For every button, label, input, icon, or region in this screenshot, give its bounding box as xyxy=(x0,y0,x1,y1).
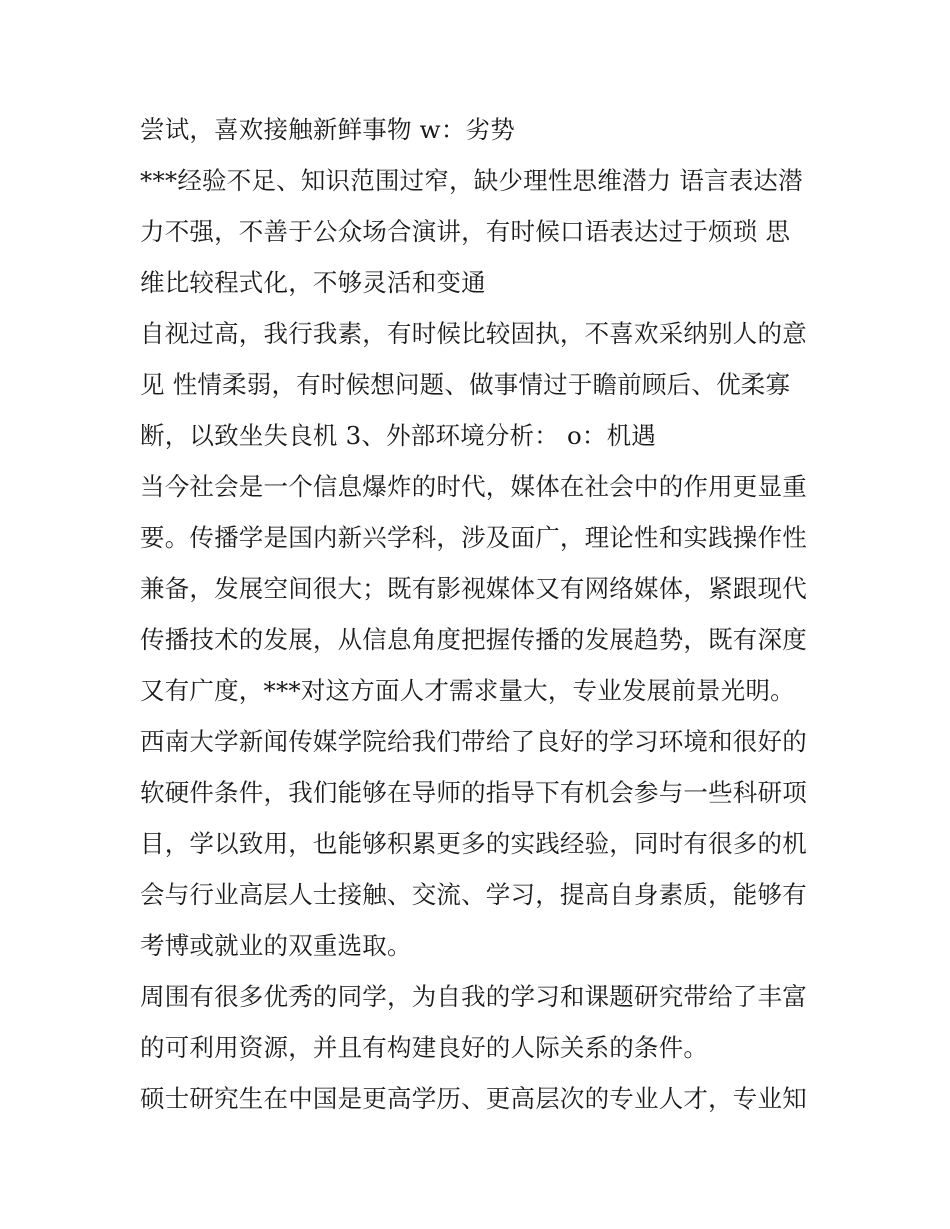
document-body xyxy=(140,104,820,1124)
text-line: 维比较程式化，不够灵活和变通 xyxy=(140,268,486,297)
text-line: 又有广度，***对这方面人才需求量大，专业发展前景光明。 xyxy=(140,676,795,705)
text-line: 力不强，不善于公众场合演讲，有时候口语表达过于烦琐 思 xyxy=(140,217,791,246)
paragraph-master-degree xyxy=(140,1073,820,1124)
text-line: 硕士研究生在中国是更高学历、更高层次的专业人才，专业知 xyxy=(140,1084,807,1113)
paragraph-weakness-personality xyxy=(140,308,820,461)
text-line: 考博或就业的双重选取。 xyxy=(140,931,412,960)
text-line: 周围有很多优秀的同学，为自我的学习和课题研究带给了丰富 xyxy=(140,982,807,1011)
text-line: 传播技术的发展，从信息角度把握传播的发展趋势，既有深度 xyxy=(140,625,807,654)
text-line: 西南大学新闻传媒学院给我们带给了良好的学习环境和很好的 xyxy=(140,727,807,756)
text-line: 自视过高，我行我素，有时候比较固执，不喜欢采纳别人的意 xyxy=(140,319,807,348)
paragraph-opportunity-media xyxy=(140,461,820,716)
text-line: 尝试，喜欢接触新鲜事物 w：劣势 xyxy=(140,115,515,144)
text-line: 目，学以致用，也能够积累更多的实践经验，同时有很多的机 xyxy=(140,829,807,858)
text-line: 的可利用资源，并且有构建良好的人际关系的条件。 xyxy=(140,1033,709,1062)
text-line: 会与行业高层人士接触、交流、学习，提高自身素质，能够有 xyxy=(140,880,807,909)
text-line: 见 性情柔弱，有时候想问题、做事情过于瞻前顾后、优柔寡 xyxy=(140,370,791,399)
paragraph-strengths-end xyxy=(140,104,820,155)
paragraph-weakness-experience xyxy=(140,155,820,308)
text-line: ***经验不足、知识范围过窄，缺少理性思维潜力 语言表达潜 xyxy=(140,166,803,195)
text-line: 兼备，发展空间很大；既有影视媒体又有网络媒体，紧跟现代 xyxy=(140,574,807,603)
text-line: 当今社会是一个信息爆炸的时代，媒体在社会中的作用更显重 xyxy=(140,472,807,501)
paragraph-opportunity-school xyxy=(140,716,820,971)
text-line: 断，以致坐失良机 3、外部环境分析： o：机遇 xyxy=(140,421,657,450)
paragraph-opportunity-classmates xyxy=(140,971,820,1073)
text-line: 要。传播学是国内新兴学科，涉及面广，理论性和实践操作性 xyxy=(140,523,807,552)
text-line: 软硬件条件，我们能够在导师的指导下有机会参与一些科研项 xyxy=(140,778,807,807)
